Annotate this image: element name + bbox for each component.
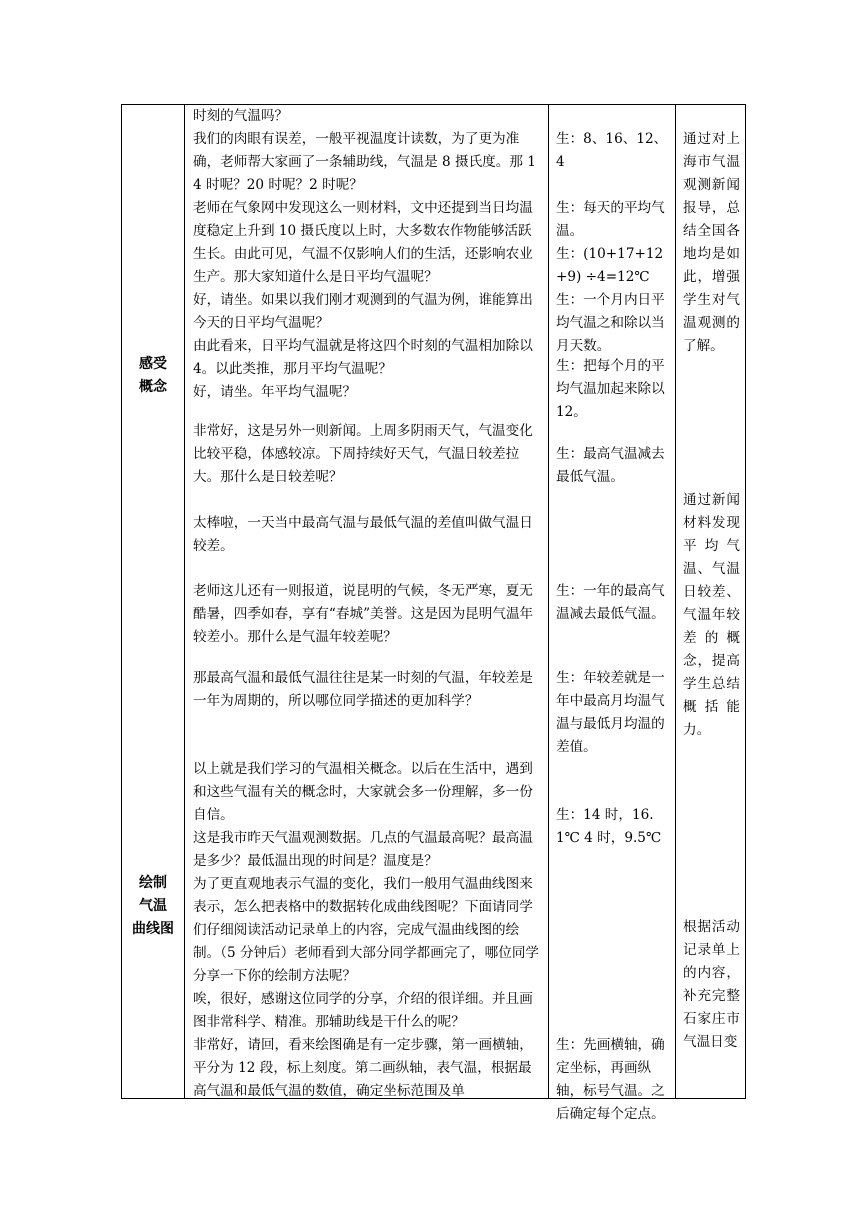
teacher-paragraph: 这是我市昨天气温观测数据。几点的气温最高呢？最高温是多少？最低温出现的时间是？温度是？ [193, 830, 533, 869]
design-intent-column [676, 105, 746, 1099]
segment-label-concepts [122, 353, 184, 399]
segment-line: 概念 [139, 379, 167, 395]
student-response: 生：把每个月的平均气温加起来除以 12。 [556, 358, 665, 420]
teacher-paragraph: 非常好，请回，看来绘图确是有一定步骤，第一画横轴，平分为 12 段，标上刻度。第二画纵轴，表气温，根据最高气温和最低气温的数值，确定坐标范围及单 [193, 1037, 533, 1099]
segment-line: 绘制 [139, 875, 167, 891]
teacher-paragraph: 由此看来，日平均气温就是将这四个时刻的气温相加除以 4。以此类推，那月平均气温呢？ [193, 338, 533, 377]
teacher-paragraph: 好，请坐。年平均气温呢？ [193, 384, 357, 400]
teacher-paragraph: 那最高气温和最低气温往往是某一时刻的气温，年较差是一年为周期的，所以哪位同学描述的更加科学？ [193, 670, 533, 709]
student-response: 生：14 时，16.1℃ 4 时，9.5℃ [556, 807, 662, 846]
student-response: 生：先画横轴，确定坐标，再画纵轴，标号气温。之后确定每个定点。 [556, 1037, 665, 1122]
teacher-activity-column [185, 105, 549, 1099]
student-response: 生：最高气温减去最低气温。 [556, 446, 665, 485]
student-response: 生：年较差就是一年中最高月均温气温与最低月均温的差值。 [556, 670, 665, 755]
table-row [122, 105, 746, 1099]
design-intent-text: 通过新闻材料发现平均气温、气温日较差、气温年较差的概念，提高学生总结概括能力。 [683, 492, 740, 738]
student-response: 生：每天的平均气温。 [556, 200, 665, 239]
teacher-paragraph: 老师这儿还有一则报道，说昆明的气候，冬无严寒，夏无酷暑，四季如春，享有“春城”美誉。这是因为昆明气温年较差小。那什么是气温年较差呢？ [193, 583, 534, 645]
teacher-paragraph: 好，请坐。如果以我们刚才观测到的气温为例，谁能算出今天的日平均气温呢？ [193, 292, 533, 331]
teacher-paragraph: 为了更直观地表示气温的变化，我们一般用气温曲线图来表示，怎么把表格中的数据转化成曲线图呢？下面请同学们仔细阅读活动记录单上的内容，完成气温曲线图的绘制。（5 分钟后）老师看到大部分同学都画完了，哪位同学分享一下你的绘制方法呢？ [193, 876, 540, 984]
design-intent-text: 根据活动记录单上的内容，补充完整石家庄市气温日变 [683, 919, 740, 1050]
student-response: 生：一个月内日平均气温之和除以当月天数。 [556, 292, 665, 354]
design-intent-text: 通过对上海市气温观测新闻报导，总结全国各地均是如此，增强学生对气温观测的了解。 [683, 131, 740, 354]
teacher-paragraph: 唉，很好，感谢这位同学的分享，介绍的很详细。并且画图非常科学、精准。那辅助线是干什么的呢？ [193, 991, 533, 1030]
segment-line: 曲线图 [132, 921, 174, 937]
student-response: 生：8、16、12、4 [556, 131, 668, 170]
segment-line: 感受 [139, 356, 167, 372]
student-activity-column [549, 105, 676, 1122]
teacher-paragraph: 太棒啦，一天当中最高气温与最低气温的差值叫做气温日较差。 [193, 515, 533, 554]
teacher-paragraph: 以上就是我们学习的气温相关概念。以后在生活中，遇到和这些气温有关的概念时，大家就会多一份理解，多一份自信。 [193, 761, 533, 823]
teacher-paragraph: 老师在气象网中发现这么一则材料，文中还提到当日均温度稳定上升到 10 摄氏度以上时，大多数农作物能够活跃生长。由此可见，气温不仅影响人们的生活，还影响农业生产。那大家知道什么是日平均气温呢？ [193, 200, 533, 285]
segment-label-curve [122, 872, 184, 941]
segment-column [122, 105, 185, 1099]
teacher-paragraph: 非常好，这是另外一则新闻。上周多阴雨天气，气温变化比较平稳，体感较凉。下周持续好天气，气温日较差拉大。那什么是日较差呢？ [193, 423, 533, 485]
student-response: 生：一年的最高气温减去最低气温。 [556, 583, 665, 622]
segment-line: 气温 [139, 898, 167, 914]
student-response: 生：(10+17+12+9) ÷4=12℃ [556, 246, 664, 285]
teacher-paragraph: 我们的肉眼有误差，一般平视温度计读数，为了更为准确，老师帮大家画了一条辅助线，气温是 8 摄氏度。那 14 时呢？20 时呢？2 时呢？ [193, 131, 536, 193]
lesson-plan-table [121, 104, 746, 1122]
teacher-paragraph: 时刻的气温吗？ [193, 108, 289, 124]
